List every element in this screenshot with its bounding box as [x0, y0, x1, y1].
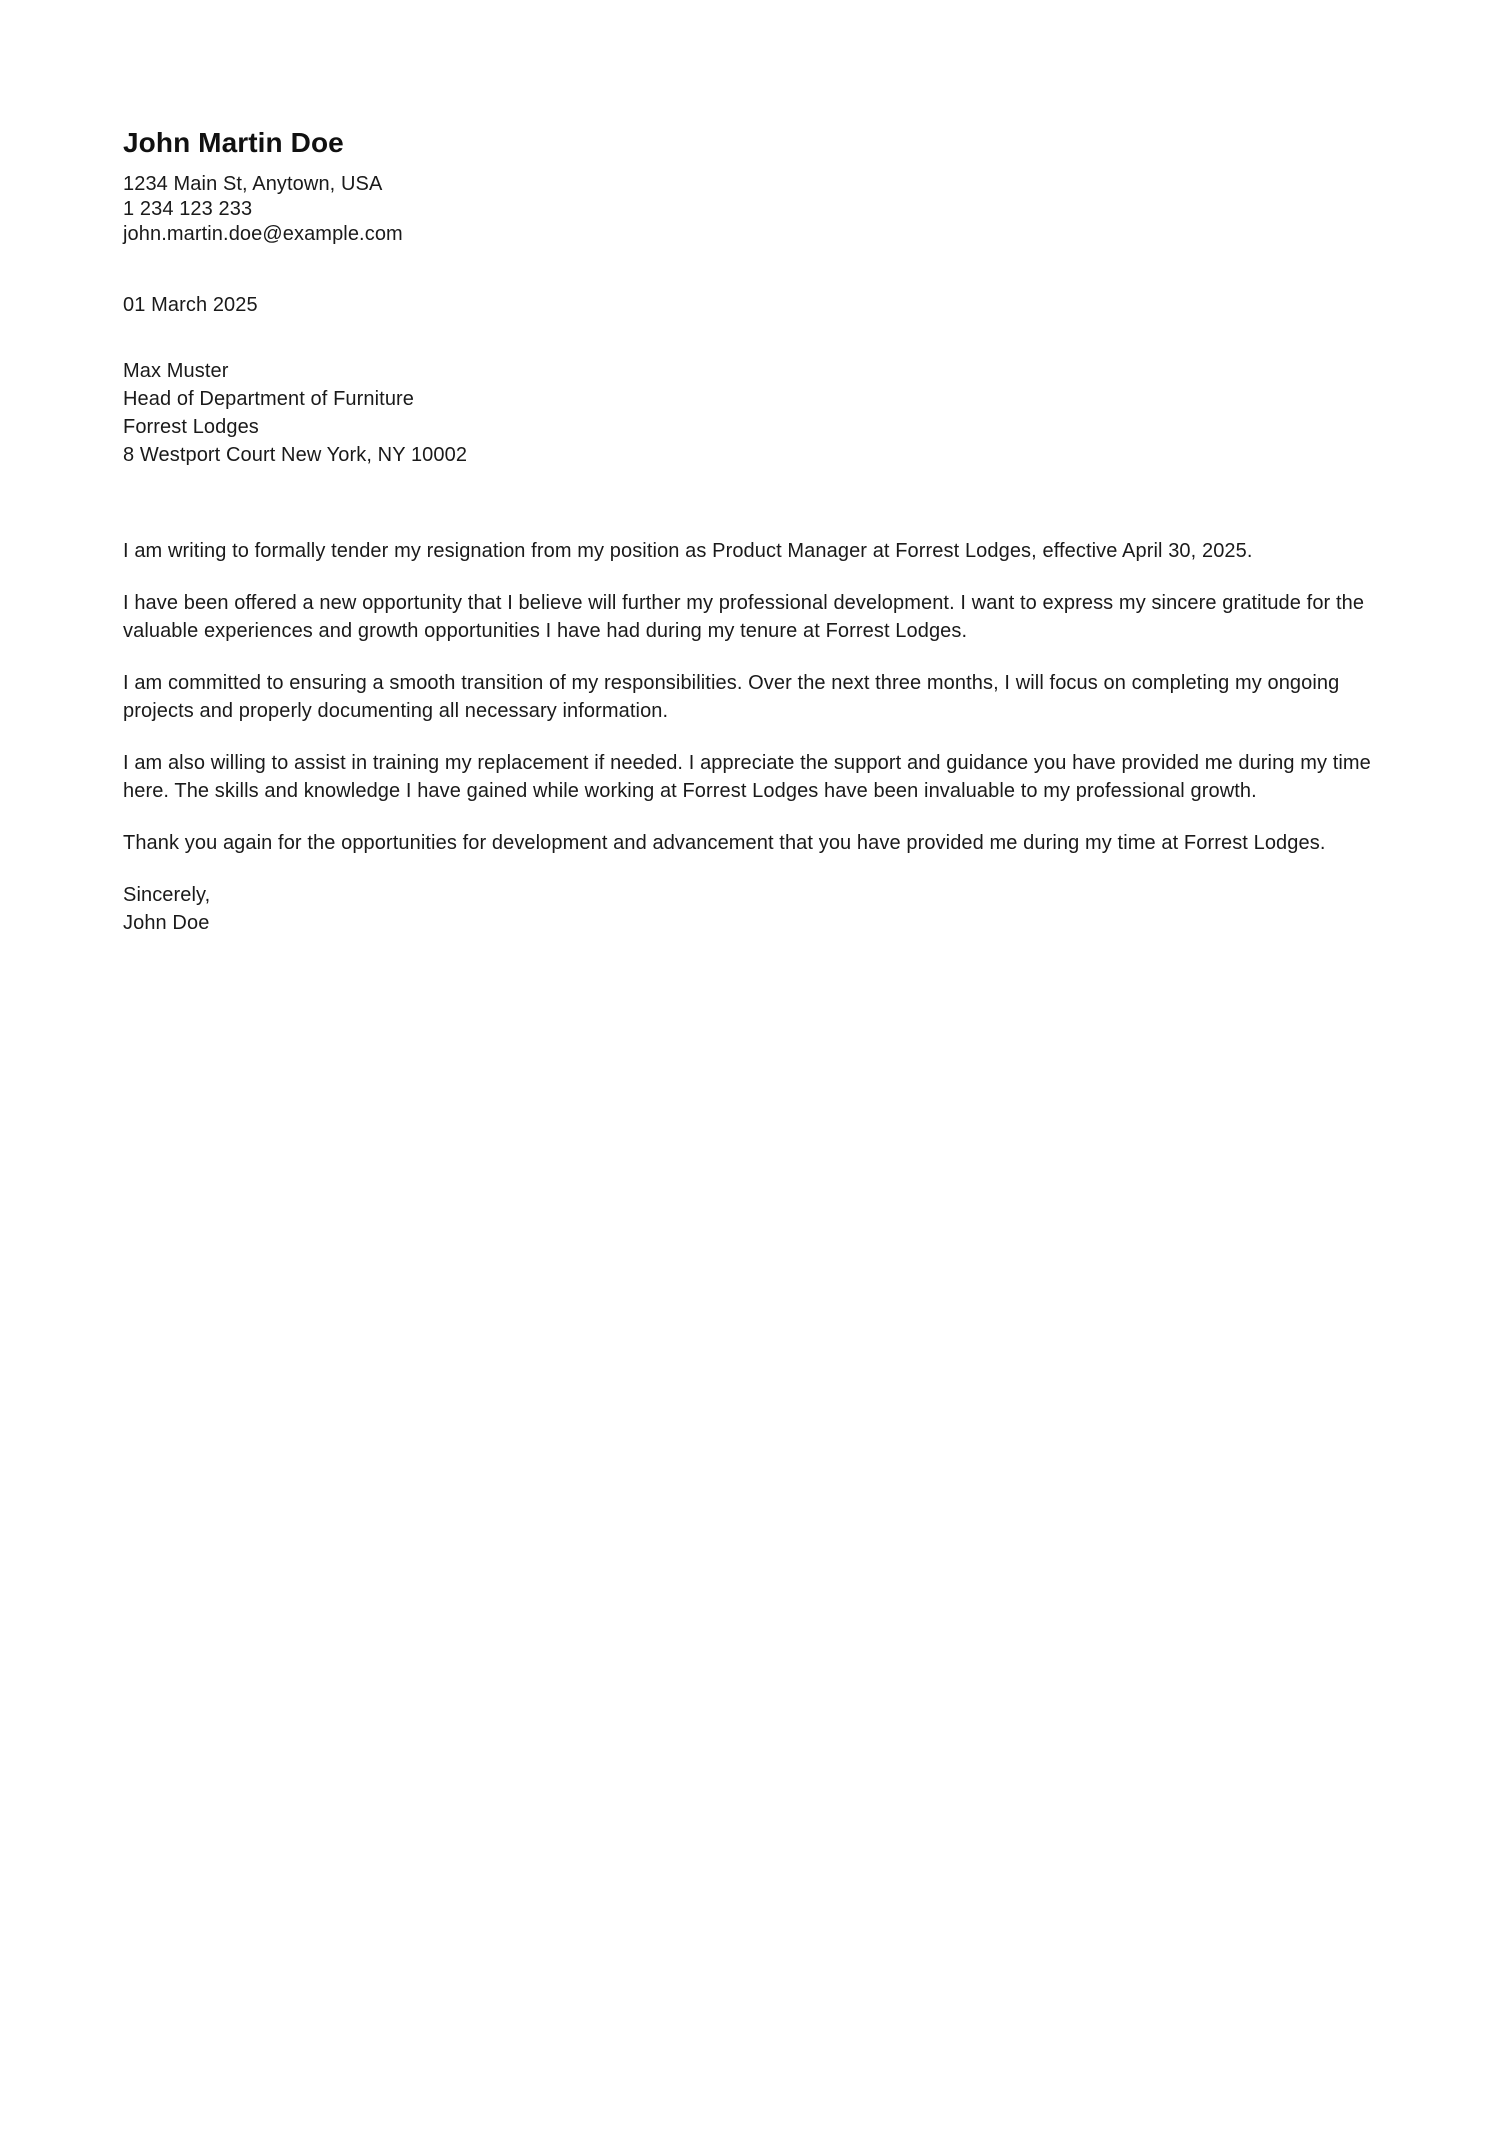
- sender-email: john.martin.doe@example.com: [123, 223, 403, 245]
- recipient-name: Max Muster: [123, 360, 229, 382]
- body-paragraph: I am also willing to assist in training my replacement if needed. I appreciate the support and guidance you have provided me during my time here. The skills and knowledge I have gained while working at Forrest Lodges have been invaluable to my professional growth.: [123, 752, 1371, 802]
- recipient-company: Forrest Lodges: [123, 416, 259, 438]
- body-paragraph: I have been offered a new opportunity that I believe will further my professional development. I want to express my sincere gratitude for the valuable experiences and growth opportunities I have had during my tenure at Forrest Lodges.: [123, 592, 1365, 642]
- sender-contact-block: [123, 172, 1393, 247]
- sender-block: [123, 126, 1393, 247]
- body-paragraph: I am writing to formally tender my resignation from my position as Product Manager at Forrest Lodges, effective April 30, 2025.: [123, 540, 1253, 562]
- sender-name: John Martin Doe: [123, 127, 344, 158]
- letter-date: 01 March 2025: [123, 294, 258, 316]
- recipient-block: [123, 357, 1393, 469]
- letter-content: [123, 126, 1393, 937]
- sender-phone: 1 234 123 233: [123, 198, 253, 220]
- signature-name: John Doe: [123, 912, 210, 934]
- closing: Sincerely,: [123, 884, 211, 906]
- sender-address: 1234 Main St, Anytown, USA: [123, 173, 383, 195]
- letter-body: [123, 537, 1393, 857]
- body-paragraph: Thank you again for the opportunities for development and advancement that you have provided me during my time at Forrest Lodges.: [123, 832, 1326, 854]
- body-paragraph: I am committed to ensuring a smooth transition of my responsibilities. Over the next three months, I will focus on completing my ongoing projects and properly documenting all necessary information.: [123, 672, 1340, 722]
- signoff-block: [123, 881, 1393, 937]
- recipient-title: Head of Department of Furniture: [123, 388, 415, 410]
- recipient-address: 8 Westport Court New York, NY 10002: [123, 444, 468, 466]
